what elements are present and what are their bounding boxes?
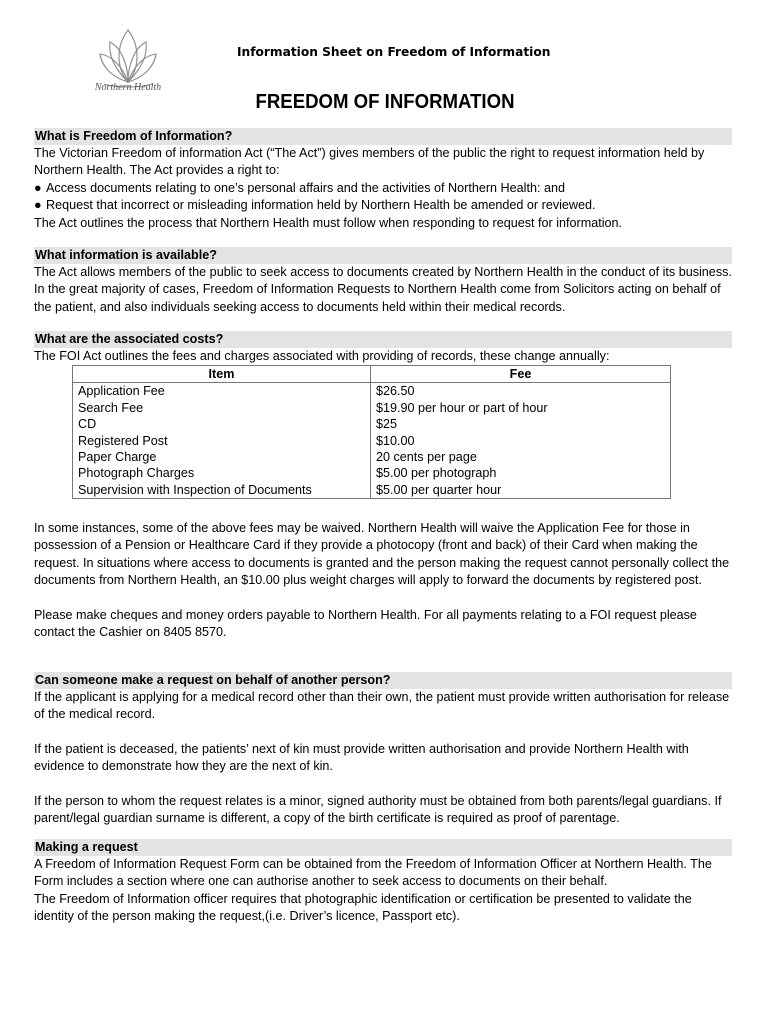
paragraph: The Act outlines the process that Northern Health must follow when responding to request for information. <box>34 215 623 230</box>
table-header-row <box>73 366 671 383</box>
section-associated-costs <box>34 331 732 365</box>
page-title: FREEDOM OF INFORMATION <box>255 91 515 113</box>
fee-cell: $25 <box>371 416 671 432</box>
item-cell: Search Fee <box>73 400 371 416</box>
paragraph: A Freedom of Information Request Form can be obtained from the Freedom of Information Officer at Northern Health. The Form includes a section where one can authorise another to seek access to documents on their behalf. <box>34 857 712 889</box>
fee-cell: $5.00 per quarter hour <box>371 482 671 499</box>
bullet-icon: ● <box>34 180 42 195</box>
item-cell: Paper Charge <box>73 449 371 465</box>
fee-cell: 20 cents per page <box>371 449 671 465</box>
paragraph: If the applicant is applying for a medical record other than their own, the patient must provide written authorisation for release of the medical record. <box>34 690 730 722</box>
section-request-on-behalf <box>34 672 732 827</box>
paragraph: The FOI Act outlines the fees and charges associated with providing of records, these change annually: <box>34 349 610 363</box>
column-header-item: Item <box>73 366 371 383</box>
paragraph: If the patient is deceased, the patients’ next of kin must provide written authorisation and provide Northern Health with evidence to demonstrate how they are the next of kin. <box>34 741 689 774</box>
fee-cell: $19.90 per hour or part of hour <box>371 400 671 416</box>
bullet-item: ● Access documents relating to one’s personal affairs and the activities of Northern Health: and <box>34 180 732 197</box>
paragraph: If the person to whom the request relates is a minor, signed authority must be obtained from both parents/legal guardians. If parent/legal guardian surname is different, a copy of the birth certificate is required as proof of parentage. <box>34 793 722 826</box>
item-cell: Photograph Charges <box>73 465 371 481</box>
column-header-fee: Fee <box>371 366 671 383</box>
bullet-icon: ● <box>34 198 42 213</box>
section-heading: What are the associated costs? <box>34 331 732 348</box>
table-row <box>73 400 671 416</box>
fee-cell: $26.50 <box>371 383 671 400</box>
fees-table <box>72 365 671 499</box>
paragraph: The Freedom of Information officer requires that photographic identification or certification be presented to validate the identity of the person making the request,(i.e. Driver’s licence, Passport etc). <box>34 891 692 924</box>
bullet-item: ● Request that incorrect or misleading information held by Northern Health be amended or reviewed. <box>34 197 732 214</box>
section-heading: Making a request <box>34 839 732 856</box>
logo-caption: Northern Health <box>94 82 162 93</box>
costs-notes <box>34 520 732 641</box>
fee-cell: $10.00 <box>371 433 671 449</box>
table-row <box>73 449 671 465</box>
waiver-paragraph: In some instances, some of the above fees may be waived. Northern Health will waive the Application Fee for those in possession of a Pension or Healthcare Card if they provide a photocopy (front and back) of their Card when making the request. In situations where access to documents is granted and the person making the request cannot personally collect the documents from Northern Health, an $10.00 plus weight charges will apply to forward the documents by registered post. <box>34 521 730 588</box>
item-cell: CD <box>73 416 371 432</box>
table-row <box>73 433 671 449</box>
item-cell: Supervision with Inspection of Documents <box>73 482 371 499</box>
paragraph: The Act allows members of the public to seek access to documents created by Northern Health in the conduct of its business. In the great majority of cases, Freedom of Information Requests to Northern Health come from Solicitors acting on behalf of the patient, and also individuals seeking access to documents held within their medical records. <box>34 265 732 314</box>
table-row <box>73 383 671 400</box>
item-cell: Registered Post <box>73 433 371 449</box>
section-heading: What is Freedom of Information? <box>34 128 732 145</box>
item-cell: Application Fee <box>73 383 371 400</box>
paragraph: The Victorian Freedom of information Act (“The Act”) gives members of the public the right to request information held by Northern Health. The Act provides a right to: <box>34 146 705 178</box>
section-making-request <box>34 839 732 926</box>
sheet-title: Information Sheet on Freedom of Information <box>237 45 551 59</box>
payment-paragraph: Please make cheques and money orders payable to Northern Health. For all payments relating to a FOI request please contact the Cashier on 8405 8570. <box>34 607 697 640</box>
table-row <box>73 465 671 481</box>
table-row <box>73 416 671 432</box>
section-information-available <box>34 247 732 316</box>
section-heading: What information is available? <box>34 247 732 264</box>
section-heading: Can someone make a request on behalf of another person? <box>34 672 732 689</box>
table-row <box>73 482 671 499</box>
section-what-is-foi <box>34 128 732 232</box>
fee-cell: $5.00 per photograph <box>371 465 671 481</box>
